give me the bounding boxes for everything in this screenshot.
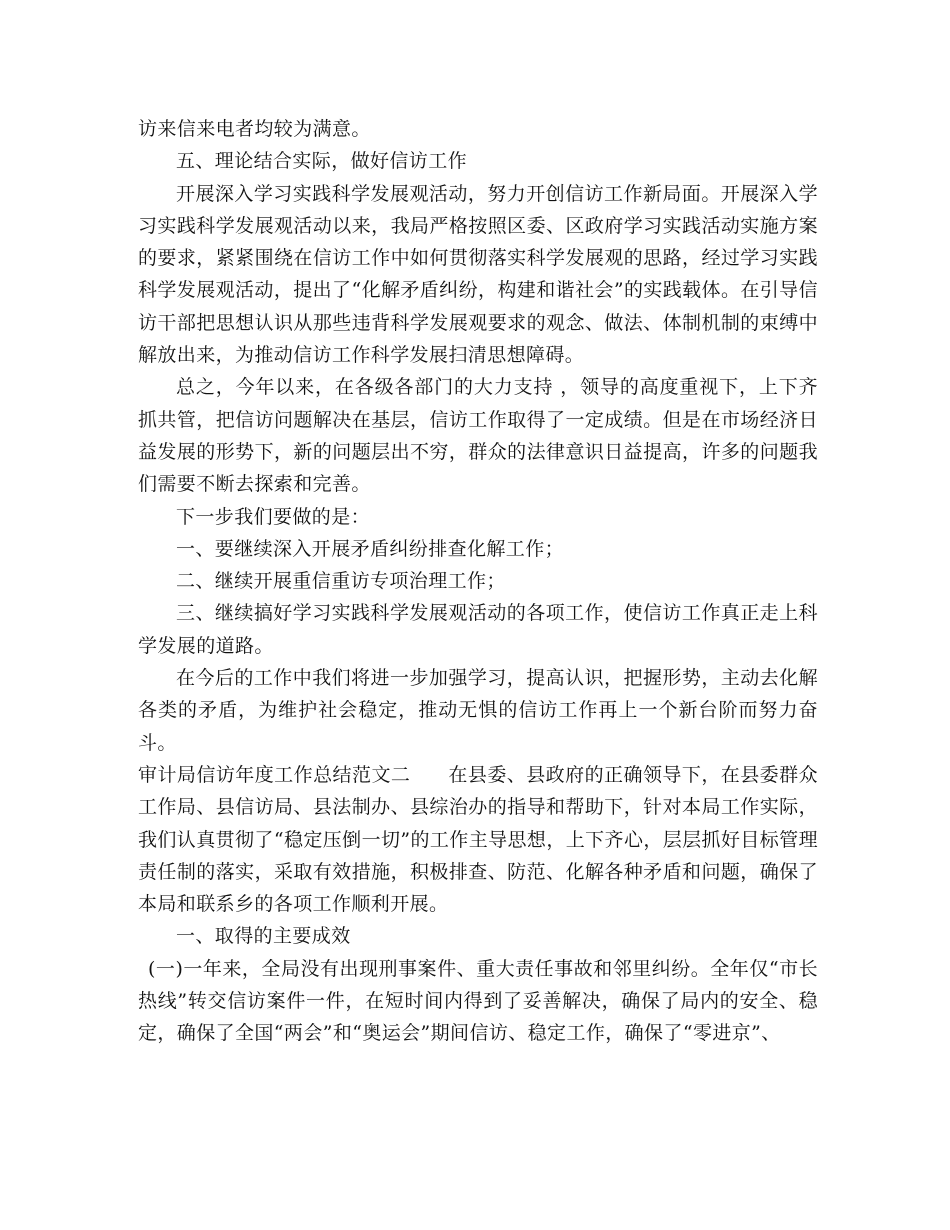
section2-item-1: (一)一年来，全局没有出现刑事案件、重大责任事故和邻里纠纷。全年仅“市长热线”转交信访案件一件，在短时间内得到了妥善解决，确保了局内的安全、稳定，确保了全国“两会”和“奥运会”期间信访、稳定工作，确保了“零进京”、 [138,957,818,1045]
section2-heading-1: 一、取得的主要成效 [176,925,351,948]
section2-intro: 在县委、县政府的正确领导下，在县委群众工作局、县信访局、县法制办、县综治办的指导和帮助下，针对本局工作实际，我们认真贯彻了“稳定压倒一切”的工作主导思想，上下齐心，层层抓好目标管理责任制的落实，采取有效措施，积极排查、防范、化解各种矛盾和问题，确保了本局和联系乡的各项工作顺利开展。 [138,763,818,916]
next-steps-heading: 下一步我们要做的是： [176,505,371,528]
section2-intro-paragraph [138,759,818,920]
next-step-item-3: 三、继续搞好学习实践科学发展观活动的各项工作，使信访工作真正走上科学发展的道路。 [138,602,818,657]
document-body [138,113,818,1050]
paragraph-continuation: 访来信来电者均较为满意。 [138,118,371,140]
paragraph-study-practice: 开展深入学习实践科学发展观活动，努力开创信访工作新局面。开展深入学习实践科学发展观活动以来，我局严格按照区委、区政府学习实践活动实施方案的要求，紧紧围绕在信访工作中如何贯彻落实科学发展观的思路，经过学习实践科学发展观活动，提出了“化解矛盾纠纷，构建和谐社会”的实践载体。在引导信访干部把思想认识从那些违背科学发展观要求的观念、做法、体制机制的束缚中解放出来，为推动信访工作科学发展扫清思想障碍。 [138,182,818,367]
paragraph-future-work: 在今后的工作中我们将进一步加强学习，提高认识，把握形势，主动去化解各类的矛盾，为维护社会稳定，推动无惧的信访工作再上一个新台阶而努力奋斗。 [138,667,818,754]
next-step-item-2: 二、继续开展重信重访专项治理工作； [176,570,506,593]
section-heading-5: 五、理论结合实际，做好信访工作 [176,150,468,173]
paragraph-summary: 总之，今年以来，在各级各部门的大力支持 ，领导的高度重视下，上下齐抓共管，把信访问题解决在基层，信访工作取得了一定成绩。但是在市场经济日益发展的形势下，新的问题层出不穷，群众的法律意识日益提高，许多的问题我们需要不断去探索和完善。 [138,376,818,496]
section2-title: 审计局信访年度工作总结范文二 [138,763,411,786]
next-step-item-1: 一、要继续深入开展矛盾纠纷排查化解工作； [176,537,565,560]
